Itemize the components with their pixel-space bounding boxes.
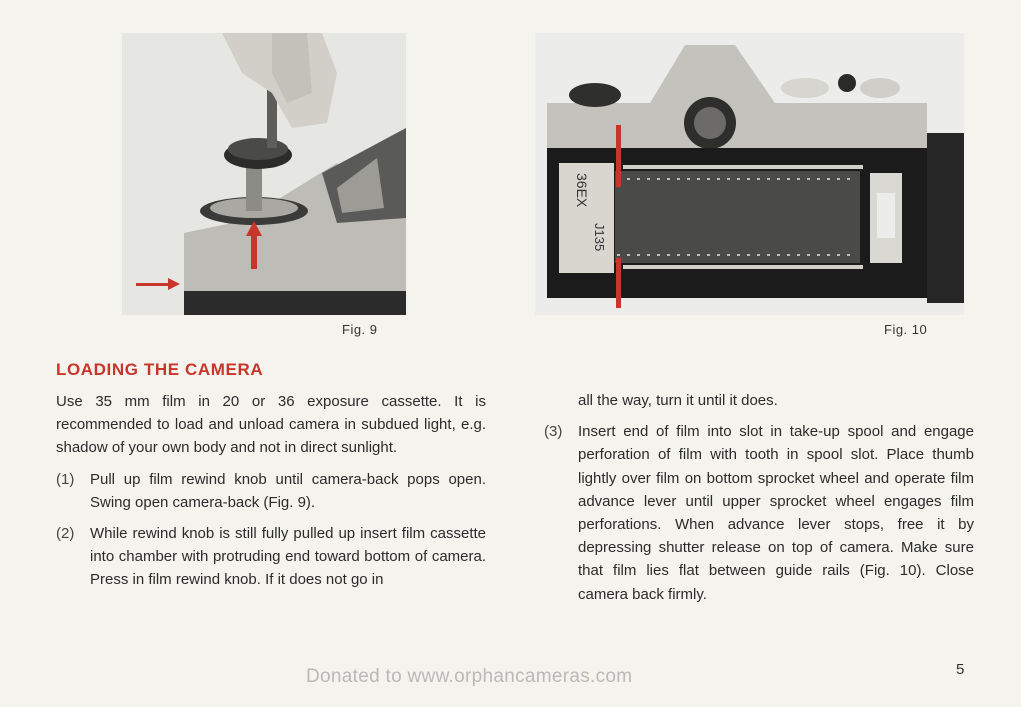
figure-10-photo [535,33,964,315]
step-number: (1) [56,470,75,488]
watermark: Donated to www.orphancameras.com [306,666,633,687]
step-number: (3) [544,423,563,441]
step-2 [56,522,486,592]
cassette-label: 36EX [574,173,590,208]
step-3 [544,420,974,606]
section-heading: LOADING THE CAMERA [56,360,264,379]
step-text: While rewind knob is still fully pulled up insert film cassette into chamber with protruding end toward bottom of camera. Press in film rewind knob. If it does not go in [90,525,486,589]
intro-paragraph: Use 35 mm film in 20 or 36 exposure cassette. It is recommended to load and unload camera in subdued light, e.g. shadow of your own body and not in direct sunlight. [56,393,486,457]
figure-9-caption: Fig. 9 [342,322,378,337]
page-number: 5 [956,661,965,678]
figure-10-caption: Fig. 10 [884,322,928,337]
step-text: Insert end of film into slot in take-up spool and engage perforation of film with tooth in spool slot. Place thumb lightly over film on bottom sprocket wheel and operate film advance lever until upper sprocket wheel engages film perforations. When advance lever stops, free it by depressing shutter release on top of camera. Make sure that film lies flat between guide rails (Fig. 10). Close camera back firmly. [578,423,974,603]
step-1 [56,468,486,514]
cassette-code: J135 [592,223,607,252]
step-2-continuation: all the way, turn it until it does. [578,392,778,409]
right-column [544,389,974,606]
left-column [56,390,486,592]
step-text: Pull up film rewind knob until camera-back pops open. Swing open camera-back (Fig. 9). [90,470,486,511]
figure-9-photo [122,33,406,315]
step-number: (2) [56,525,75,543]
